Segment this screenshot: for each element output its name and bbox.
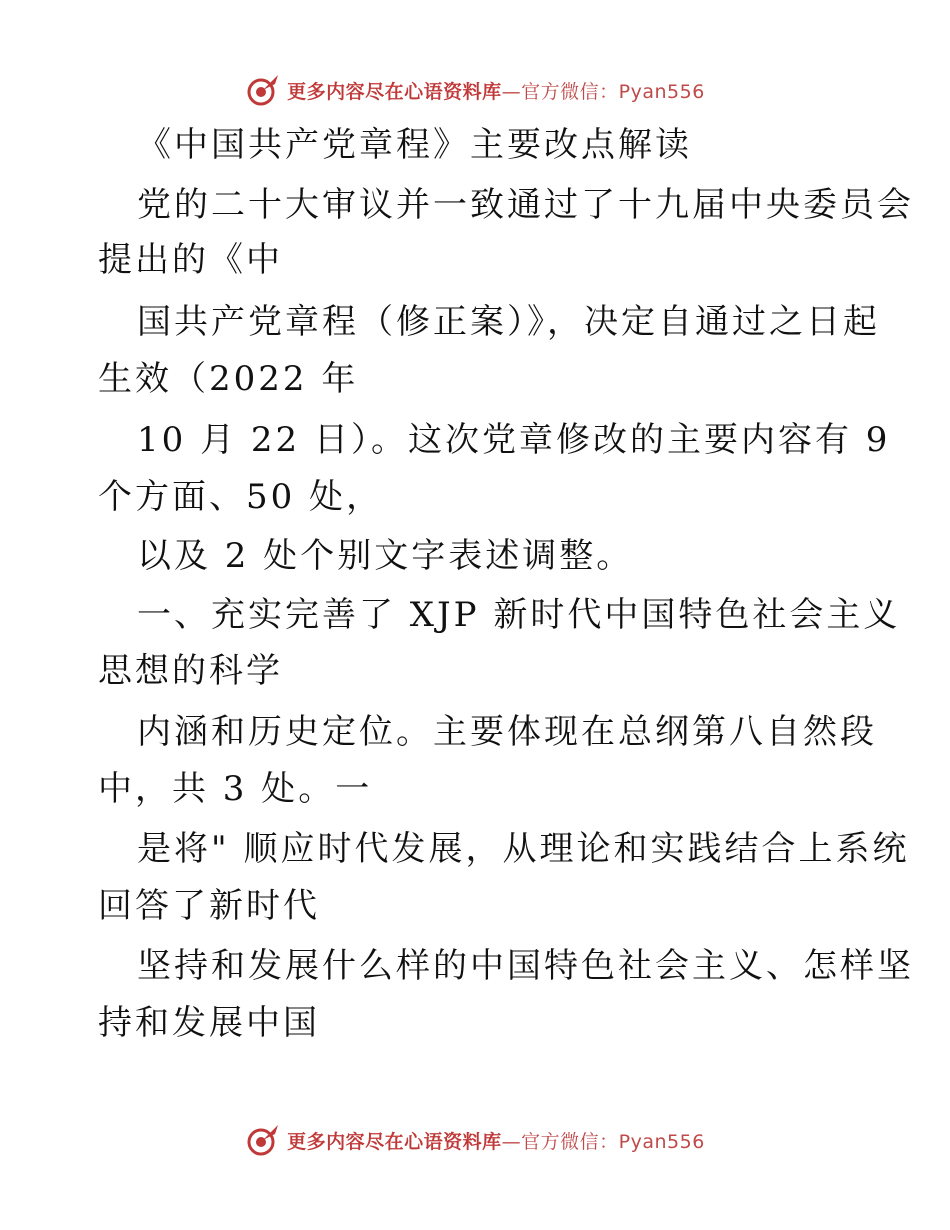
section-heading-line: 一、充实完善了 XJP 新时代中国特色社会主义 (137, 595, 901, 635)
paragraph-line: 10 月 22 日）。这次党章修改的主要内容有 9 (137, 420, 891, 460)
banner-text-main: 更多内容尽在心语资料库 (287, 1130, 502, 1153)
banner-text (287, 1127, 705, 1154)
banner-text-contact: —官方微信：Pyan556 (501, 1130, 705, 1153)
banner-text-contact: —官方微信：Pyan556 (501, 80, 705, 103)
paragraph-line: 内涵和历史定位。主要体现在总纲第八自然段 (137, 712, 877, 752)
quill-pen-logo-icon (245, 1122, 281, 1158)
paragraph-line: 中，共 3 处。一 (98, 769, 373, 809)
paragraph-line: 持和发展中国 (98, 1003, 320, 1043)
banner-text (287, 77, 705, 104)
paragraph-line: 回答了新时代 (98, 886, 320, 926)
document-title: 《中国共产党章程》主要改点解读 (137, 125, 692, 165)
paragraph-line: 坚持和发展什么样的中国特色社会主义、怎样坚 (137, 946, 914, 986)
paragraph-line: 党的二十大审议并一致通过了十九届中央委员会 (137, 185, 914, 225)
paragraph-line: 提出的《中 (98, 240, 283, 280)
paragraph-line: 以及 2 处个别文字表述调整。 (137, 536, 634, 576)
paragraph-line: 国共产党章程（修正案）》，决定自通过之日起 (137, 302, 880, 342)
banner-text-main: 更多内容尽在心语资料库 (287, 80, 502, 103)
header-watermark-banner (0, 70, 950, 110)
footer-watermark-banner (0, 1120, 950, 1160)
paragraph-line: 个方面、50 处， (98, 477, 384, 517)
quill-pen-logo-icon (245, 72, 281, 108)
paragraph-line: 是将" 顺应时代发展，从理论和实践结合上系统 (137, 829, 910, 869)
paragraph-line: 生效（2022 年 (98, 359, 359, 399)
paragraph-line: 思想的科学 (98, 651, 283, 691)
